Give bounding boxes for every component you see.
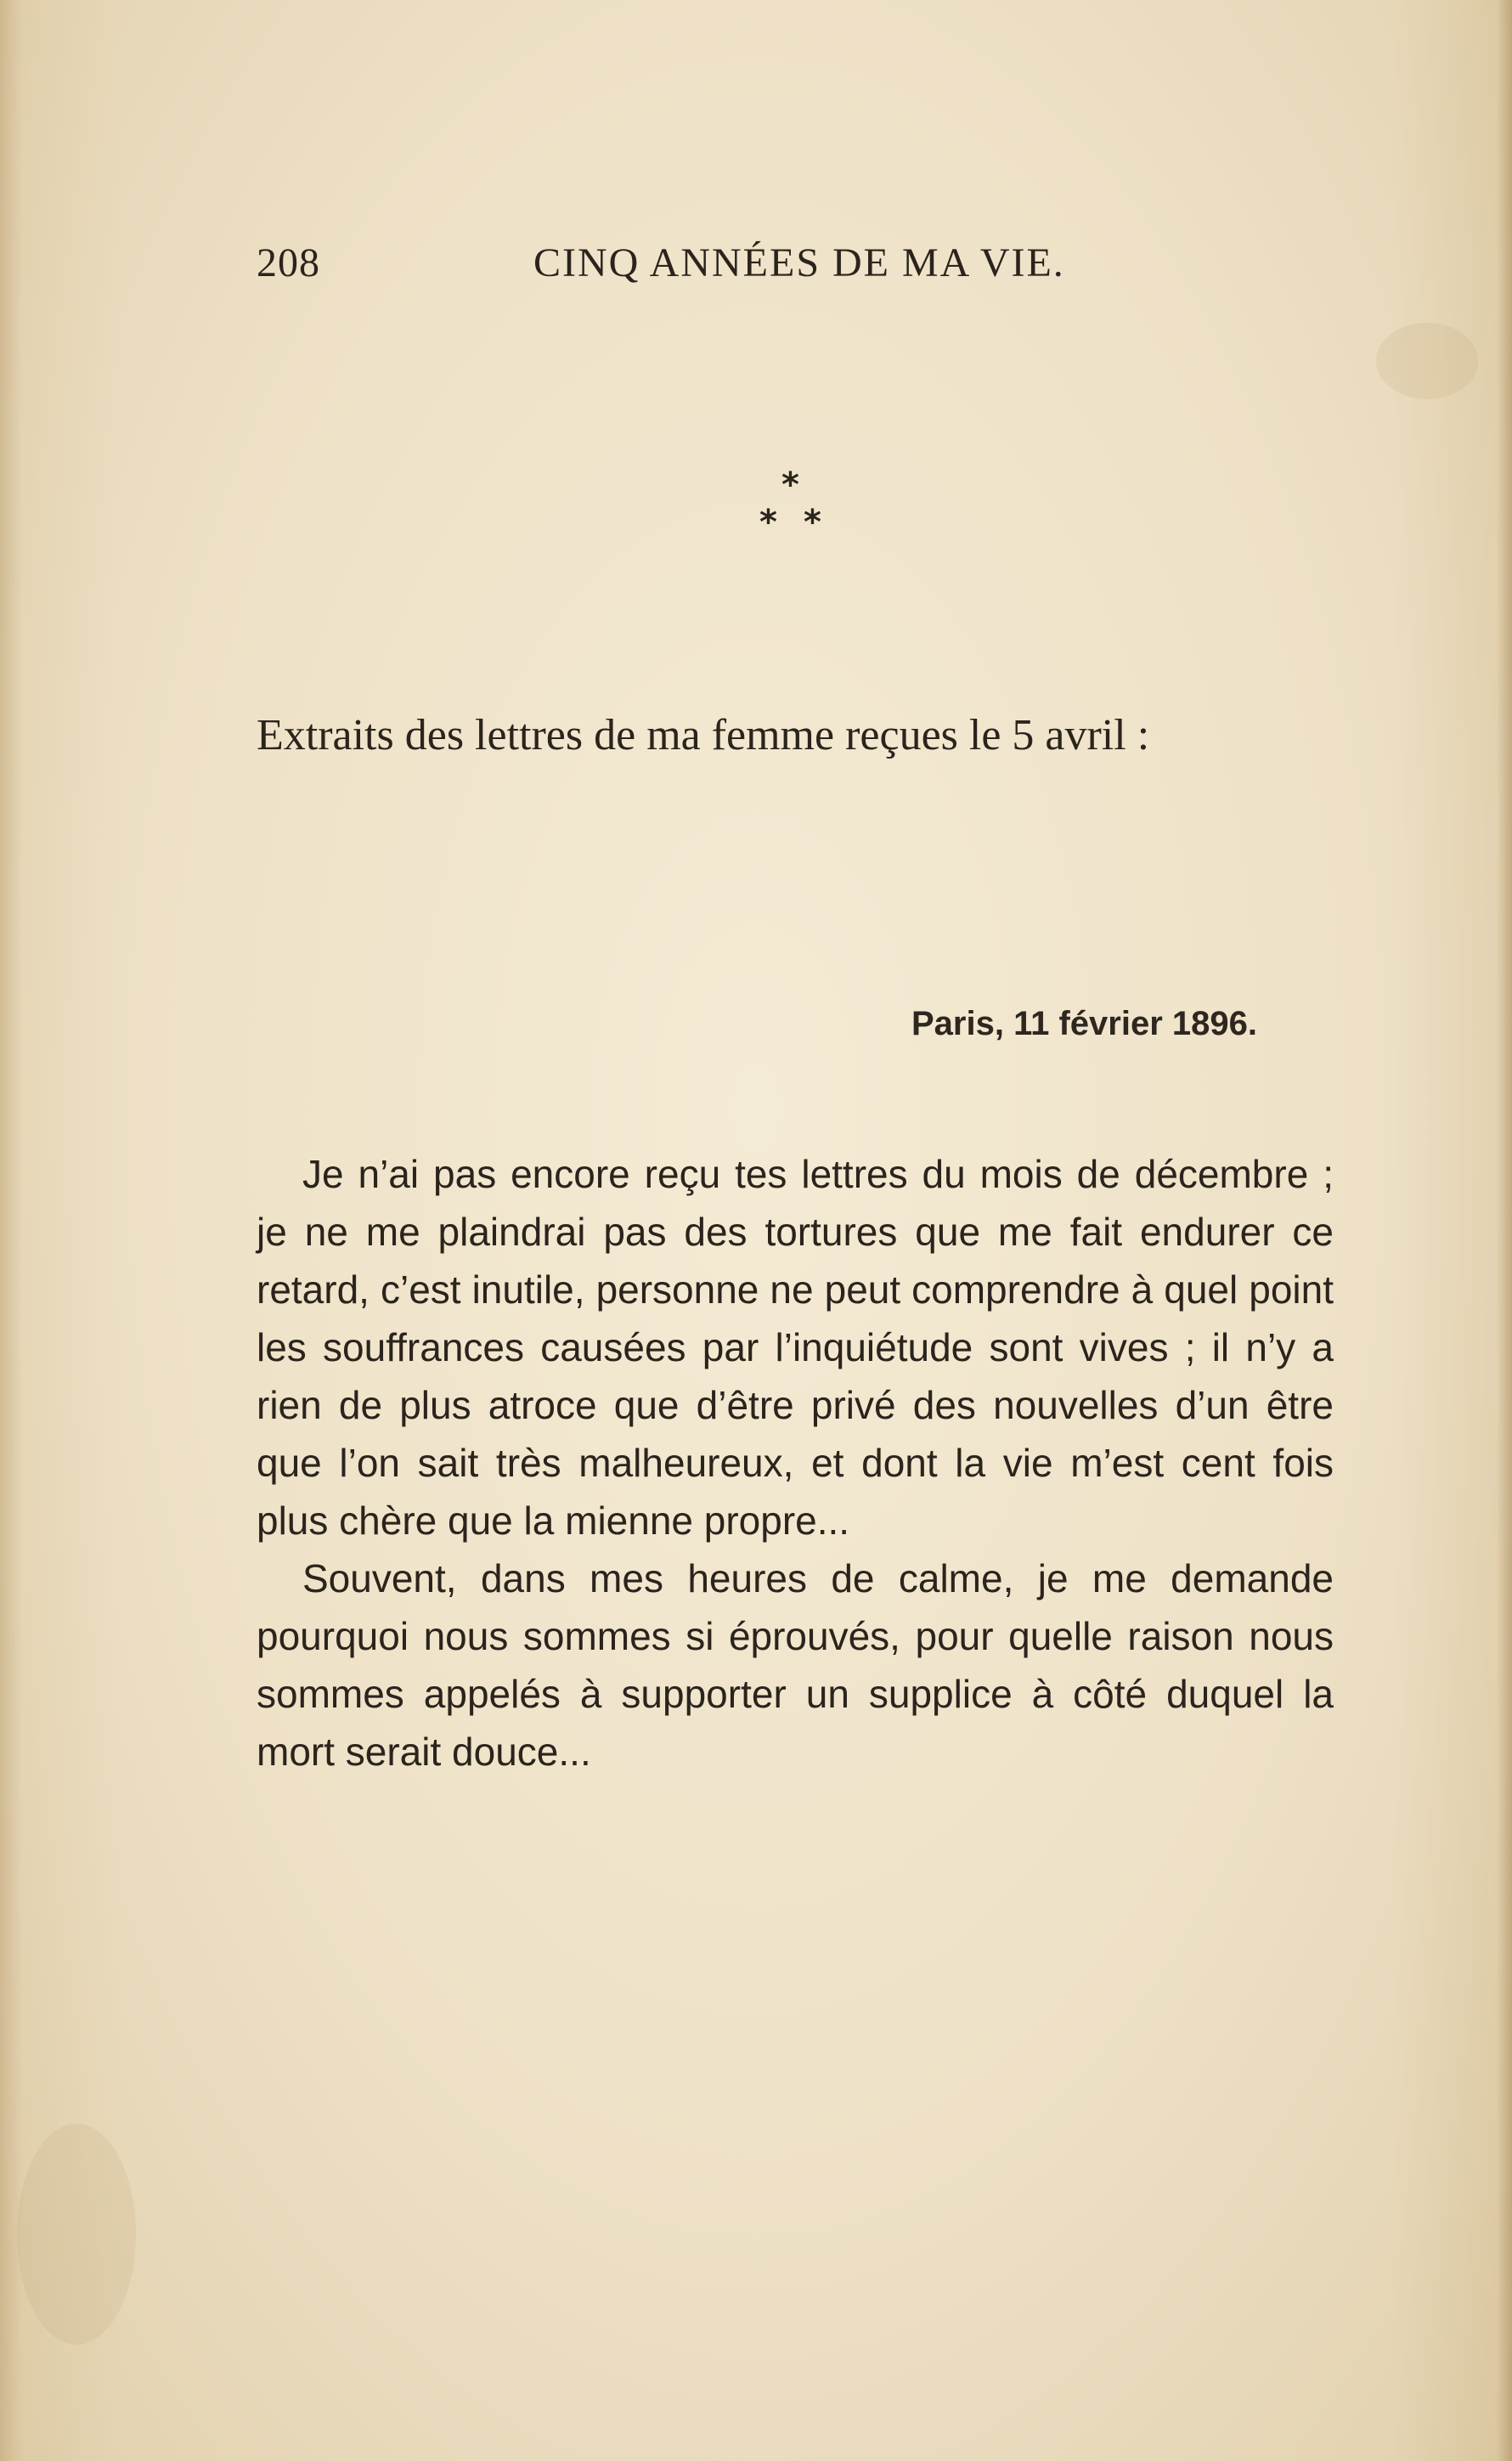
page-edge-shadow-right bbox=[1497, 0, 1512, 2461]
asterism-separator bbox=[748, 466, 841, 542]
letter-paragraph: Souvent, dans mes heures de calme, je me demande pourquoi nous sommes si éprouvés, pour quelle raison nous sommes appelés à supporter un supplice à côté duquel la mort serait douce... bbox=[257, 1556, 1334, 1774]
running-title: CINQ ANNÉES DE MA VIE. bbox=[533, 240, 1065, 285]
running-head bbox=[257, 240, 1327, 299]
letter-dateline: Paris, 11 février 1896. bbox=[911, 1005, 1257, 1042]
page-number: 208 bbox=[257, 240, 320, 285]
paper-stain bbox=[17, 2124, 136, 2345]
asterisk-icon: * bbox=[759, 503, 777, 542]
asterisk-icon: * bbox=[804, 503, 821, 542]
asterisk-icon: * bbox=[781, 466, 799, 505]
letter-body bbox=[257, 1145, 1334, 1781]
letter-paragraph: Je n’ai pas encore reçu tes lettres du mois de décembre ; je ne me plaindrai pas des tortures que me fait endurer ce retard, c’est inutile, personne ne peut comprendre à quel point les souffrances causées par l’inquiétude sont vives ; il n’y a rien de plus atroce que d’être privé des nouvelles d’un être que l’on sait très malheureux, et dont la vie m’est cent fois plus chère que la mienne propre... bbox=[257, 1152, 1334, 1543]
page-edge-shadow-left bbox=[0, 0, 22, 2461]
section-intro: Extraits des lettres de ma femme reçues le 5 avril : bbox=[257, 711, 1150, 759]
paper-stain bbox=[1376, 323, 1478, 399]
